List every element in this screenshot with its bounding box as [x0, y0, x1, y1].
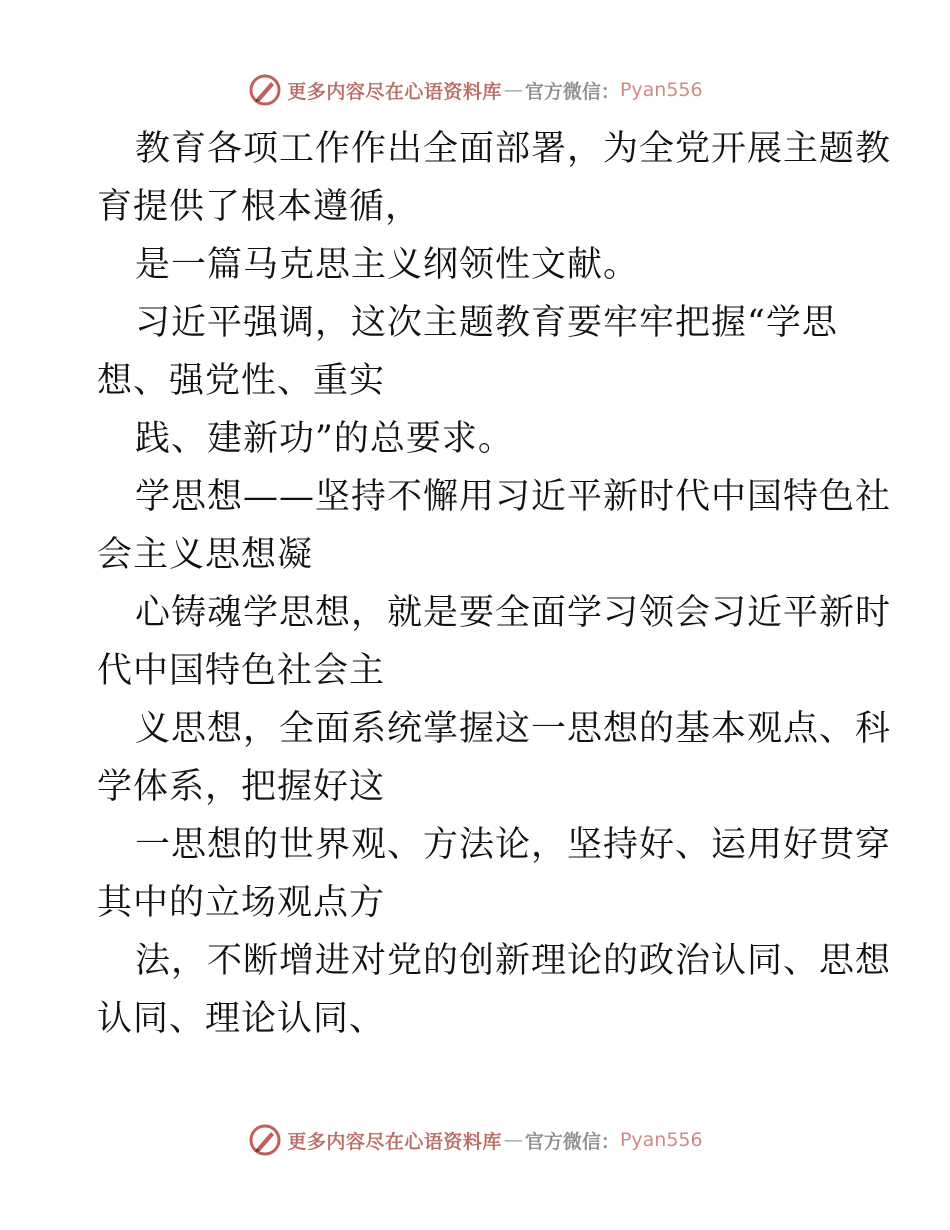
- body-line: 践、建新功”的总要求。: [135, 419, 514, 459]
- body-line: 学思想——坚持不懈用习近平新时代中国特色社: [135, 477, 892, 517]
- body-line: 义思想，全面系统掌握这一思想的基本观点、科: [135, 709, 892, 749]
- document-body: [97, 120, 892, 1048]
- body-line: 会主义思想凝: [97, 535, 314, 575]
- pen-logo-icon: [247, 1122, 283, 1158]
- body-line: 一思想的世界观、方法论，坚持好、运用好贯穿: [135, 825, 892, 865]
- body-line: 想、强党性、重实: [97, 361, 386, 401]
- watermark-wechat-label: 官方微信：: [524, 80, 620, 103]
- body-line: 育提供了根本遵循，: [97, 187, 422, 227]
- body-line: 是一篇马克思主义纲领性文献。: [135, 245, 640, 285]
- watermark-wechat-id: Pyan556: [619, 1129, 703, 1151]
- watermark-wechat-id: Pyan556: [619, 79, 703, 101]
- body-line: 代中国特色社会主: [97, 651, 386, 691]
- watermark-title: 更多内容尽在心语资料库: [287, 1130, 502, 1153]
- body-line: 心铸魂学思想，就是要全面学习领会习近平新时: [135, 593, 892, 633]
- body-line: 其中的立场观点方: [97, 883, 386, 923]
- watermark-title: 更多内容尽在心语资料库: [287, 80, 502, 103]
- body-line: 认同、理论认同、: [97, 999, 386, 1039]
- body-line: 习近平强调，这次主题教育要牢牢把握“学思: [135, 303, 838, 343]
- watermark-dash: —: [503, 79, 523, 101]
- body-line: 法，不断增进对党的创新理论的政治认同、思想: [135, 941, 892, 981]
- watermark-dash: —: [503, 1129, 523, 1151]
- body-line: 学体系，把握好这: [97, 767, 386, 807]
- watermark-wechat-label: 官方微信：: [524, 1130, 620, 1153]
- header-watermark: [0, 70, 950, 110]
- body-line: 教育各项工作作出全面部署，为全党开展主题教: [135, 129, 892, 169]
- footer-watermark: [0, 1120, 950, 1160]
- pen-logo-icon: [247, 72, 283, 108]
